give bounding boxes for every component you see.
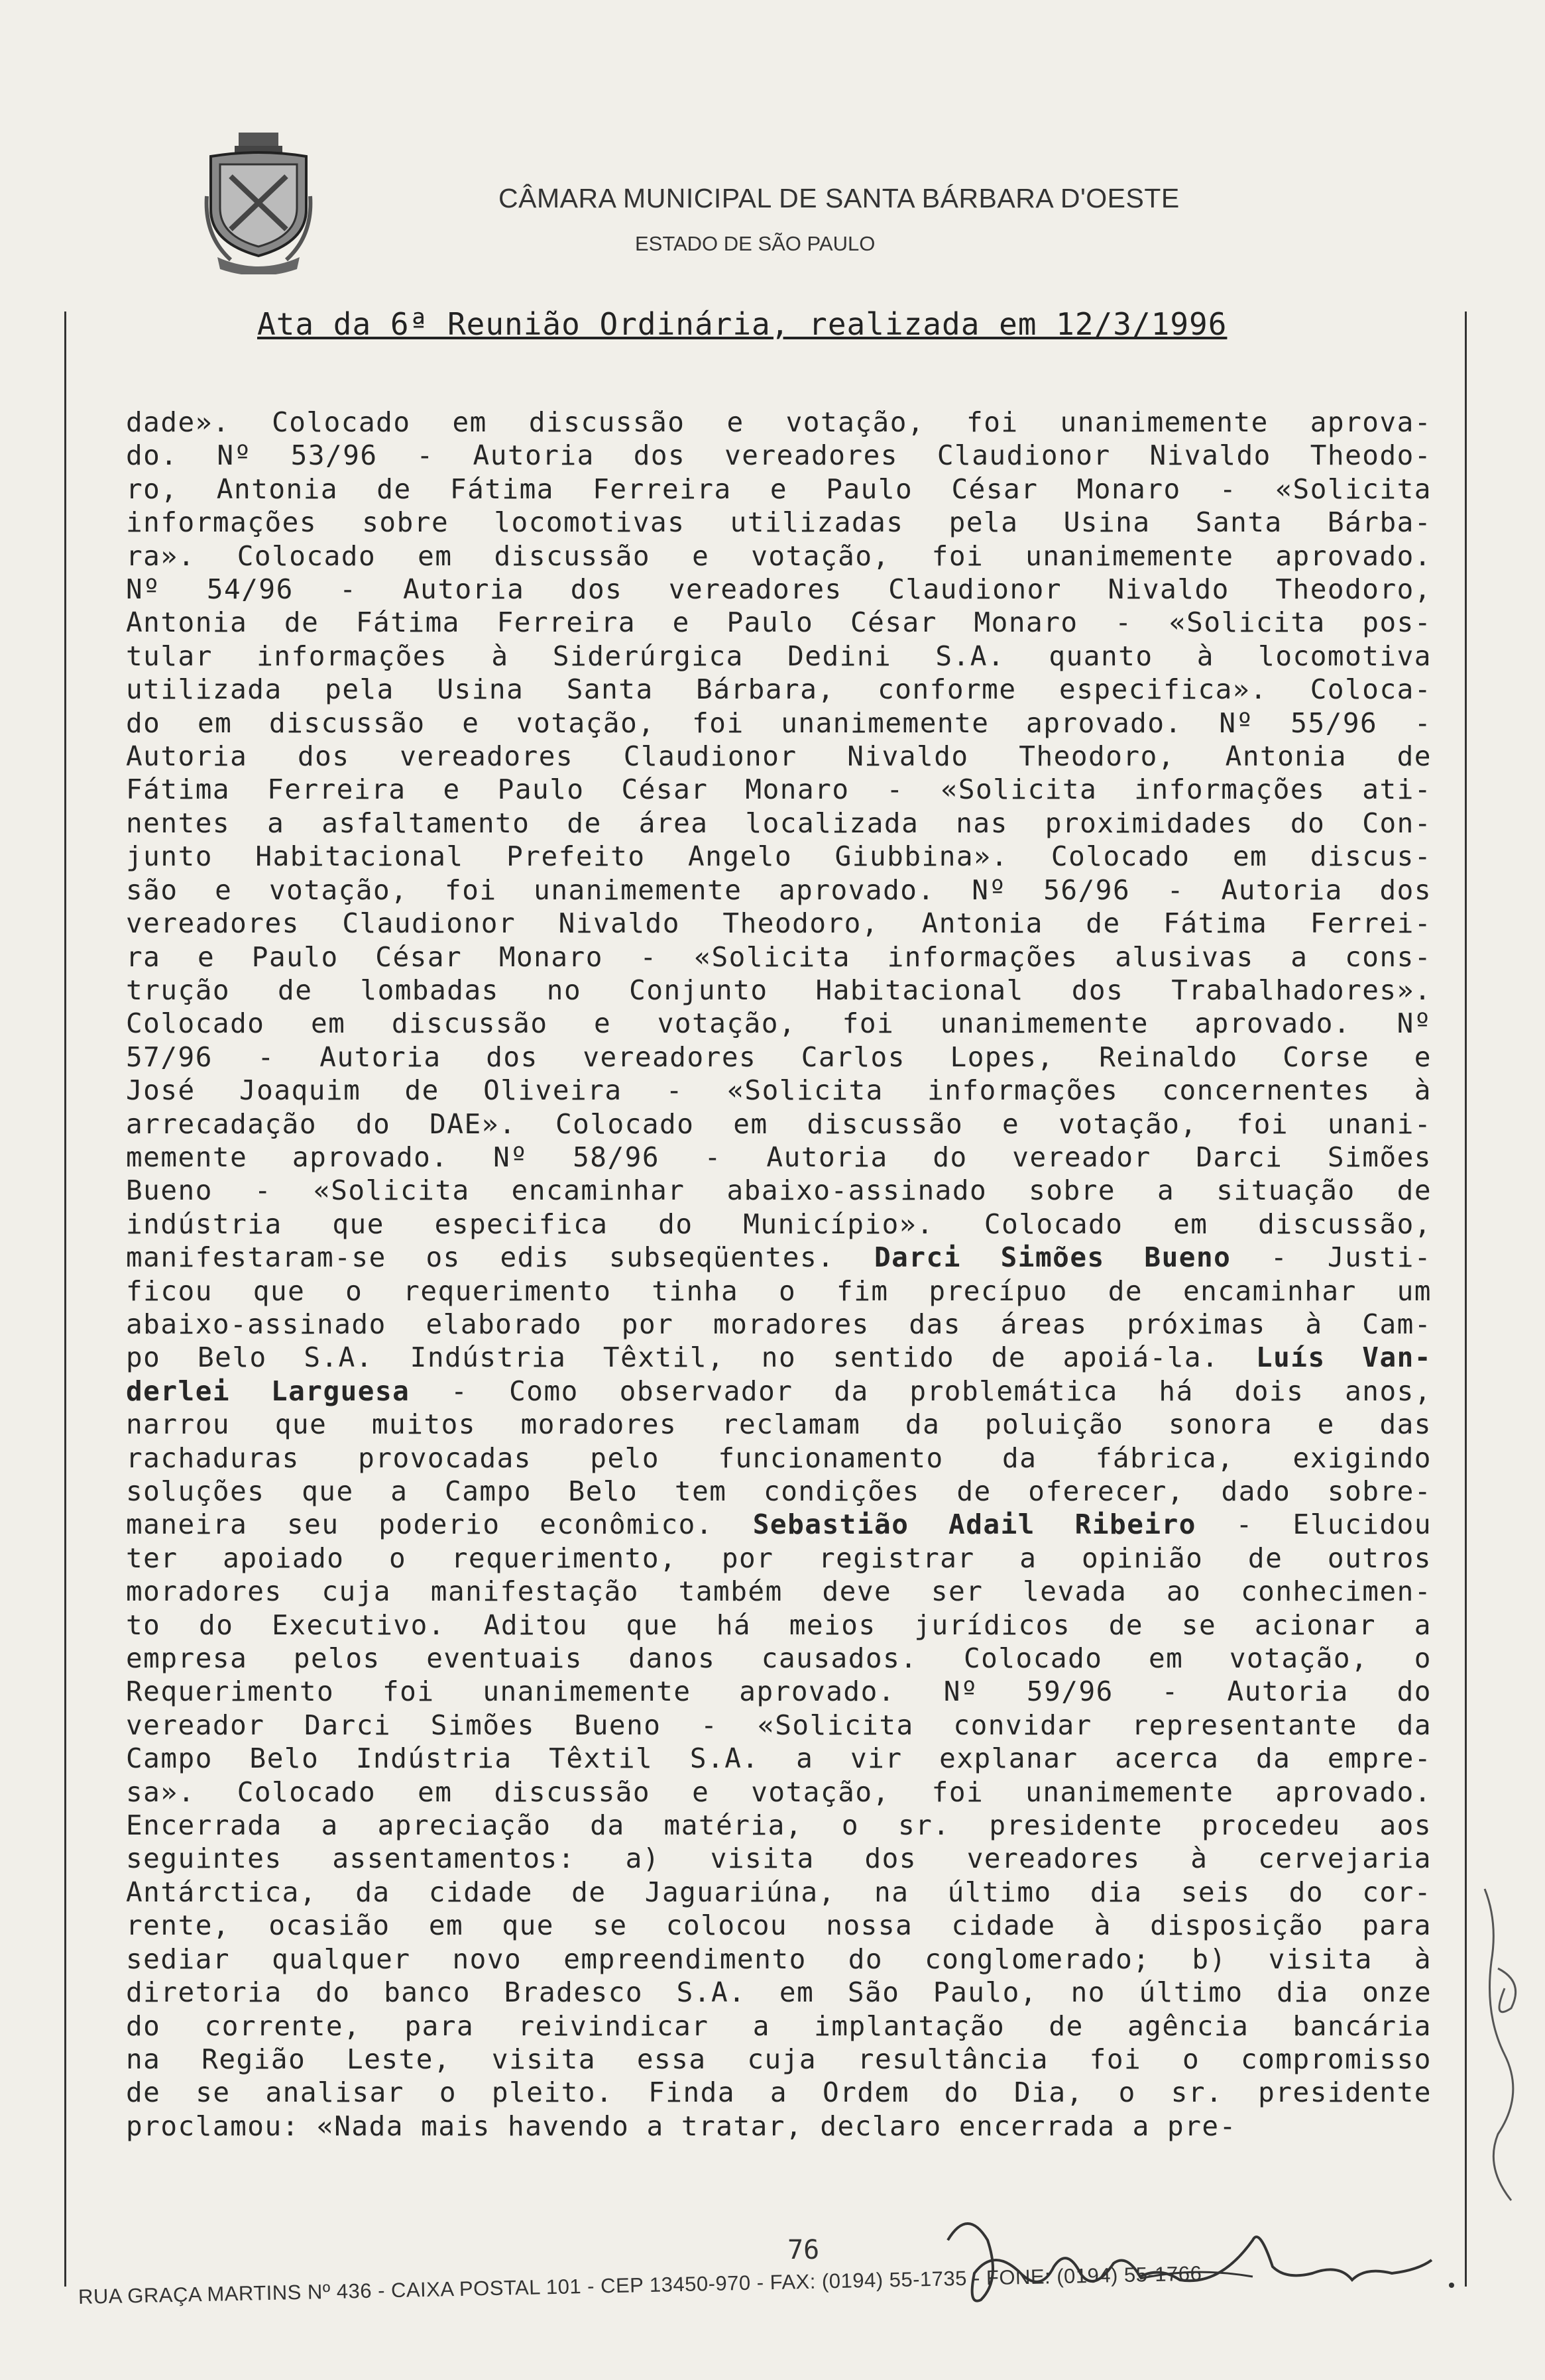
text-segment: rachaduras provocadas pelo funcionamento da fábrica, exigindo <box>126 1442 1432 1474</box>
text-segment: soluções que a Campo Belo tem condições de oferecer, dado sobre- <box>126 1475 1432 1507</box>
text-segment: vereadores Claudionor Nivaldo Theodoro, Antonia de Fátima Ferrei- <box>126 907 1432 940</box>
text-line <box>126 740 1432 773</box>
text-line <box>126 1642 1432 1675</box>
text-segment: Fátima Ferreira e Paulo César Monaro - «Solicita informações ati- <box>126 773 1432 806</box>
text-line <box>126 1809 1432 1842</box>
text-line <box>126 773 1432 806</box>
text-segment: po Belo S.A. Indústria Têxtil, no sentido de apoiá-la. <box>126 1341 1256 1374</box>
text-line <box>126 1542 1432 1575</box>
text-line <box>126 1675 1432 1708</box>
text-segment: do em discussão e votação, foi unanimemente aprovado. Nº 55/96 - <box>126 707 1432 739</box>
text-segment: sa». Colocado em discussão e votação, foi unanimemente aprovado. <box>126 1776 1432 1808</box>
margin-initials-mark <box>1471 1882 1538 2214</box>
text-segment: - Justi- <box>1231 1241 1432 1274</box>
text-segment: Antonia de Fátima Ferreira e Paulo César Monaro - «Solicita pos- <box>126 606 1432 639</box>
text-segment: do. Nº 53/96 - Autoria dos vereadores Claudionor Nivaldo Theodo- <box>126 439 1432 472</box>
handwritten-signature <box>941 2200 1458 2313</box>
text-line <box>126 1475 1432 1508</box>
text-segment: dade». Colocado em discussão e votação, foi unanimemente aprova- <box>126 406 1432 438</box>
text-line <box>126 1308 1432 1341</box>
text-segment: trução de lombadas no Conjunto Habitacional dos Trabalhadores». <box>126 974 1432 1006</box>
text-line <box>126 707 1432 740</box>
text-line <box>126 1041 1432 1074</box>
text-line <box>126 1943 1432 1976</box>
minute-title: Ata da 6ª Reunião Ordinária, realizada em 12/3/1996 <box>257 306 1228 342</box>
text-line <box>126 1375 1432 1408</box>
text-segment: nentes a asfaltamento de área localizada nas proximidades do Con- <box>126 807 1432 839</box>
text-line <box>126 1074 1432 1107</box>
left-margin-rule <box>64 312 66 2287</box>
text-segment: narrou que muitos moradores reclamam da poluição sonora e das <box>126 1408 1432 1441</box>
text-segment: ter apoiado o requerimento, por registrar a opinião de outros <box>126 1542 1432 1574</box>
text-segment: diretoria do banco Bradesco S.A. em São Paulo, no último dia onze <box>126 1976 1432 2009</box>
text-line <box>126 1408 1432 1441</box>
text-line <box>126 974 1432 1007</box>
text-segment: vereador Darci Simões Bueno - «Solicita convidar representante da <box>126 1709 1432 1741</box>
text-line <box>126 807 1432 840</box>
address-footer: RUA GRAÇA MARTINS Nº 436 - CAIXA POSTAL 101 - CEP 13450-970 - FAX: (0194) 55-1735 - FONE: (0194) 55-1766 <box>78 2261 1202 2308</box>
text-segment: Campo Belo Indústria Têxtil S.A. a vir explanar acerca da empre- <box>126 1742 1432 1775</box>
text-segment: to do Executivo. Aditou que há meios jurídicos de se acionar a <box>126 1609 1432 1641</box>
text-segment: ra». Colocado em discussão e votação, foi unanimemente aprovado. <box>126 539 1432 572</box>
page-number: 76 <box>787 2235 820 2265</box>
text-segment: são e votação, foi unanimemente aprovado. Nº 56/96 - Autoria dos <box>126 874 1432 906</box>
text-line <box>126 506 1432 539</box>
text-segment: tular informações à Siderúrgica Dedini S.A. quanto à locomotiva <box>126 640 1432 672</box>
municipal-coat-of-arms <box>204 130 313 274</box>
text-segment: informações sobre locomotivas utilizadas pela Usina Santa Bárba- <box>126 506 1432 539</box>
text-line <box>126 1107 1432 1141</box>
text-line <box>126 1742 1432 1775</box>
text-segment: José Joaquim de Oliveira - «Solicita informações concernentes à <box>126 1074 1432 1107</box>
text-segment: na Região Leste, visita essa cuja resultância foi o compromisso <box>126 2043 1432 2075</box>
text-line <box>126 2076 1432 2109</box>
text-line <box>126 1575 1432 1608</box>
text-segment: Autoria dos vereadores Claudionor Nivaldo Theodoro, Antonia de <box>126 740 1432 773</box>
speaker-name: Darci Simões Bueno <box>874 1241 1231 1274</box>
text-line <box>126 2010 1432 2043</box>
text-segment: rente, ocasião em que se colocou nossa cidade à disposição para <box>126 1909 1432 1942</box>
text-segment: de se analisar o pleito. Finda a Ordem do Dia, o sr. presidente <box>126 2076 1432 2109</box>
speaker-name: Luís Van- <box>1255 1341 1432 1374</box>
text-line <box>126 874 1432 907</box>
text-line <box>126 2110 1432 2143</box>
text-line <box>126 606 1432 639</box>
text-line <box>126 1842 1432 1875</box>
text-line <box>126 1341 1432 1374</box>
text-line <box>126 473 1432 506</box>
text-line <box>126 1776 1432 1809</box>
text-line <box>126 2043 1432 2076</box>
text-segment: 57/96 - Autoria dos vereadores Carlos Lopes, Reinaldo Corse e <box>126 1041 1432 1073</box>
text-line <box>126 1275 1432 1308</box>
speaker-name: Sebastião Adail Ribeiro <box>752 1508 1196 1541</box>
text-line <box>126 1007 1432 1040</box>
text-segment: Nº 54/96 - Autoria dos vereadores Claudionor Nivaldo Theodoro, <box>126 573 1432 606</box>
text-line <box>126 640 1432 673</box>
text-line <box>126 840 1432 873</box>
text-line <box>126 1709 1432 1742</box>
text-line <box>126 1508 1432 1541</box>
text-segment: proclamou: «Nada mais havendo a tratar, declaro encerrada a pre- <box>126 2110 1237 2142</box>
speaker-name: derlei Larguesa <box>126 1375 410 1407</box>
text-segment: Bueno - «Solicita encaminhar abaixo-assinado sobre a situação de <box>126 1174 1432 1207</box>
text-segment: junto Habitacional Prefeito Angelo Giubbina». Colocado em discus- <box>126 840 1432 873</box>
text-line <box>126 539 1432 573</box>
text-line <box>126 1241 1432 1274</box>
text-line <box>126 907 1432 940</box>
text-segment: Colocado em discussão e votação, foi unanimemente aprovado. Nº <box>126 1007 1432 1040</box>
text-line <box>126 1876 1432 1909</box>
text-segment: memente aprovado. Nº 58/96 - Autoria do vereador Darci Simões <box>126 1141 1432 1173</box>
text-line <box>126 1976 1432 2009</box>
text-segment: - Como observador da problemática há dois anos, <box>410 1375 1432 1407</box>
text-segment: abaixo-assinado elaborado por moradores das áreas próximas à Cam- <box>126 1308 1432 1340</box>
text-segment: ro, Antonia de Fátima Ferreira e Paulo César Monaro - «Solicita <box>126 473 1432 505</box>
text-segment: ra e Paulo César Monaro - «Solicita informações alusivas a cons- <box>126 940 1432 973</box>
text-segment: maneira seu poderio econômico. <box>126 1508 753 1541</box>
text-segment: seguintes assentamentos: a) visita dos vereadores à cervejaria <box>126 1842 1432 1875</box>
text-segment: Requerimento foi unanimemente aprovado. Nº 59/96 - Autoria do <box>126 1675 1432 1708</box>
institution-name: CÂMARA MUNICIPAL DE SANTA BÁRBARA D'OESTE <box>498 183 1180 213</box>
text-segment: moradores cuja manifestação também deve ser levada ao conhecimen- <box>126 1575 1432 1608</box>
state-name: ESTADO DE SÃO PAULO <box>635 232 876 255</box>
text-segment: indústria que especifica do Município». Colocado em discussão, <box>126 1208 1432 1240</box>
text-segment: ficou que o requerimento tinha o fim precípuo de encaminhar um <box>126 1275 1432 1307</box>
text-line <box>126 940 1432 974</box>
minute-body-text <box>126 406 1432 2143</box>
text-line <box>126 1909 1432 1942</box>
text-line <box>126 1174 1432 1207</box>
text-segment: - Elucidou <box>1196 1508 1432 1541</box>
text-segment: Encerrada a apreciação da matéria, o sr. presidente procedeu aos <box>126 1809 1432 1842</box>
text-line <box>126 673 1432 706</box>
text-line <box>126 439 1432 472</box>
text-segment: Antárctica, da cidade de Jaguariúna, na último dia seis do cor- <box>126 1876 1432 1908</box>
text-segment: arrecadação do DAE». Colocado em discussão e votação, foi unani- <box>126 1107 1432 1140</box>
text-line <box>126 1609 1432 1642</box>
text-line <box>126 406 1432 439</box>
right-margin-rule <box>1465 312 1467 2287</box>
text-line <box>126 573 1432 606</box>
text-line <box>126 1208 1432 1241</box>
text-segment: empresa pelos eventuais danos causados. Colocado em votação, o <box>126 1642 1432 1675</box>
text-line <box>126 1442 1432 1475</box>
text-segment: manifestaram-se os edis subseqüentes. <box>126 1241 874 1274</box>
text-line <box>126 1141 1432 1174</box>
text-segment: utilizada pela Usina Santa Bárbara, conforme especifica». Coloca- <box>126 673 1432 706</box>
text-segment: sediar qualquer novo empreendimento do conglomerado; b) visita à <box>126 1943 1432 1975</box>
text-segment: do corrente, para reivindicar a implantação de agência bancária <box>126 2010 1432 2042</box>
